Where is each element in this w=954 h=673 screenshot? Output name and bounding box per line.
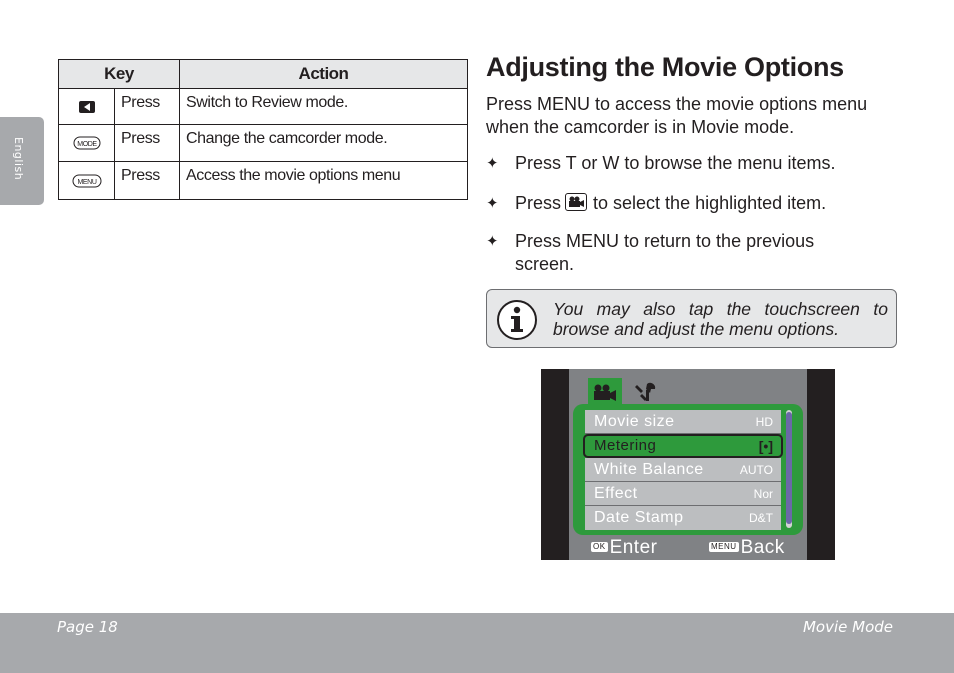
menu-item-white-balance[interactable]: White Balance AUTO [585, 458, 781, 482]
movie-size-value: HD [755, 415, 773, 429]
table-header-row [59, 60, 468, 89]
table-row [59, 162, 468, 200]
tools-icon [633, 381, 659, 403]
review-key-icon [78, 100, 96, 114]
menu-scrollbar[interactable] [786, 410, 792, 528]
enter-hint [591, 537, 657, 559]
ok-key-icon [565, 193, 587, 211]
key-column-header: Key [59, 60, 180, 89]
language-tab [0, 117, 44, 205]
back-hint [709, 537, 785, 559]
action-cell: Change the camcorder mode. [180, 125, 468, 162]
menu-item-movie-size[interactable]: Movie size HD [585, 410, 781, 434]
menu-key-icon [72, 174, 102, 188]
action-cell: Access the movie options menu [180, 162, 468, 200]
table-row [59, 125, 468, 162]
action-column-header: Action [180, 60, 468, 89]
section-intro: Press MENU to access the movie options menu when the camcorder is in Movie mode. [486, 94, 868, 137]
ok-badge: OK [593, 542, 606, 551]
bullet-text-after: to select the highlighted item. [593, 193, 827, 213]
menu-badge: MENU [711, 542, 737, 551]
page-footer [0, 613, 954, 673]
tip-note [486, 289, 897, 348]
tip-text: You may also tap the touchscreen to browse and adjust the menu options. [553, 299, 888, 339]
menu-key-label: MENU [76, 178, 97, 186]
date-stamp-value: D&T [749, 511, 773, 525]
effect-value: Nor [753, 487, 773, 501]
action-cell: Switch to Review mode. [180, 89, 468, 125]
language-tab-label: English [12, 137, 25, 181]
press-cell: Press [115, 89, 180, 125]
screen-display [569, 369, 807, 560]
menu-scrollbar-thumb[interactable] [786, 412, 792, 524]
menu-item-date-stamp[interactable]: Date Stamp D&T [585, 506, 781, 530]
mode-key-icon [73, 136, 101, 150]
bullet-text-line2: screen. [515, 254, 575, 274]
bullet-star-icon: ✦ [486, 195, 499, 212]
camera-menu-screenshot [541, 369, 835, 560]
bullet-text-line1: Press MENU to return to the previous [515, 231, 815, 251]
section-title: Adjusting the Movie Options [486, 52, 844, 82]
key-icon-cell [59, 125, 115, 162]
menu-item-effect[interactable]: Effect Nor [585, 482, 781, 506]
menu-list [585, 410, 779, 528]
info-icon [496, 299, 538, 341]
white-balance-value: AUTO [739, 463, 773, 477]
key-icon-cell [59, 89, 115, 125]
bullet-star-icon: ✦ [486, 233, 499, 250]
section-name: Movie Mode [802, 618, 893, 636]
table-row [59, 89, 468, 125]
bullet-text: Press T or W to browse the menu items. [515, 153, 836, 173]
key-action-table [58, 59, 468, 200]
bullet-text-before: Press [515, 193, 562, 213]
page-number: Page 18 [57, 618, 118, 636]
back-label: Back [740, 537, 785, 558]
menu-panel [573, 404, 803, 535]
press-cell: Press [115, 162, 180, 200]
metering-value: [•] [758, 438, 773, 454]
mode-key-label: MODE [76, 141, 97, 148]
bullet-star-icon: ✦ [486, 155, 499, 172]
key-icon-cell [59, 162, 115, 200]
menu-item-metering[interactable]: Metering [•] [583, 434, 783, 458]
enter-label: Enter [609, 537, 658, 558]
press-cell: Press [115, 125, 180, 162]
